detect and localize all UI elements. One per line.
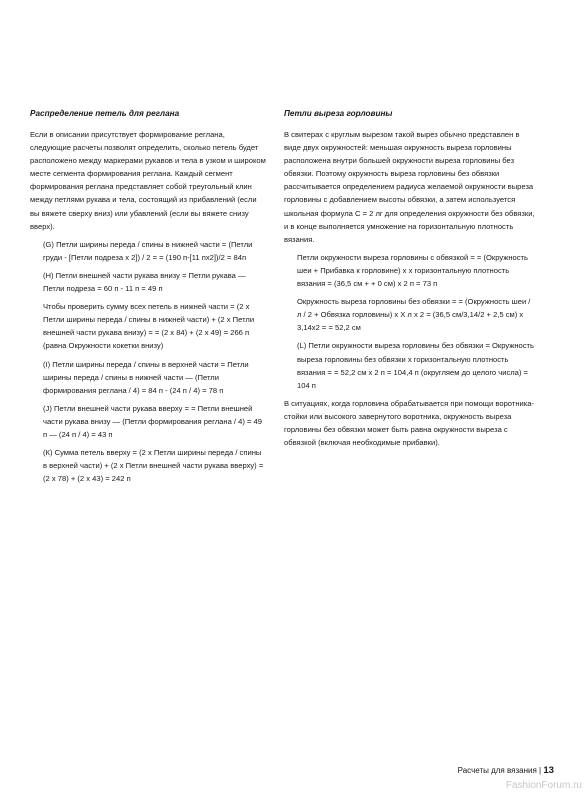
check-sum-paragraph: Чтобы проверить сумму всех петель в нижней части = (2 х Петли ширины переда / спины в нижней части) + (2 х Петли внешней части рукава внизу) = = (2 х 84) + (2 х 49) = 266 п (равна Окружности кокетки внизу) <box>43 302 255 351</box>
site-watermark: FashionForum.ru <box>505 780 582 791</box>
formula-j: (J) Петли внешней части рукава вверху = = Петли внешней части рукава внизу — (Петли формирования реглана / 4) = 49 п — (24 п / 4) = 43 п <box>43 403 262 439</box>
section-heading-raglan: Распределение петель для реглана <box>30 109 180 118</box>
formula-l: (L) Петли окружности выреза горловины без обвязки = Окружность выреза горловины без обвязки х горизонтальную плотность вязания = = 52,2 см х 2 п = 104,4 п (округляем до целого числа) = 104 п <box>297 341 534 390</box>
formula-i: (I) Петли ширины переда / спины в верхней части = Петли ширины переда / спины в нижней части — (Петли формирования реглана / 4) = 84 п - (24 п / 4) = 78 п <box>43 359 249 395</box>
formula-h: (Н) Петли внешней части рукава внизу = Петли рукава — Петли подреза = 60 п - 11 п = 49 п <box>43 270 246 294</box>
raglan-intro-paragraph: Если в описании присутствует формирование реглана, следующие расчеты позволят определить, сколько петель будет расположено между маркерами рукавов и тела в узком и широком месте сегмента формирования реглана. Каждый сегмент формирования реглана представляет собой треугольный клин между петлями рукава и тела, состоящий из прибавлений (если вы вяжете сверху вниз) или убавлений (если вы вяжете снизу вверх). <box>30 130 266 231</box>
right-column <box>284 108 536 454</box>
neckline-with-band-formula: Петли окружности выреза горловины с обвязкой = = (Окружность шеи + Прибавка к горловине) х х горизонтальную плотность вязания = (36,5 см + + 0 см) х 2 п = 73 п <box>297 252 528 289</box>
left-column <box>30 108 266 490</box>
formula-k: (К) Сумма петель вверху = (2 х Петли ширины переда / спины в верхней части) + (2 х Петли внешней части рукава вверху) = (2 х 78) + (2 х 43) = 242 п <box>43 448 264 484</box>
neckline-without-band-formula: Окружность выреза горловины без обвязки = = (Окружность шеи / л / 2 + Обвязка горловины) х Х л х 2 = (36,5 см/3,14/2 + 2,5 см) х 3,14х2 = = 52,2 см <box>297 297 531 333</box>
collar-situations-paragraph: В ситуациях, когда горловина обрабатывается при помощи воротника-стойки или высокого завернутого воротника, окружность выреза горловины без обвязки может быть равна окружности выреза с обвязкой (включая необходимые прибавки). <box>284 398 534 448</box>
page-footer <box>458 765 554 777</box>
section-heading-neckline: Петли выреза горловины <box>284 109 393 118</box>
footer-section-title: Расчеты для вязания | <box>457 766 542 775</box>
neckline-intro-paragraph: В свитерах с круглым вырезом такой вырез обычно представлен в виде двух окружностей: меньшая окружность выреза горловины расположена внутри большей окружности выреза горловины без обвязки. Поэтому окружность выреза горловины без обвязки рассчитывается определением радиуса желаемой окружности выреза горловины с добавлением высоты обвязки, а затем используется школьная формула С = 2 лг для определения окружности без обвязки, и в конце выполняется умножение на горизонтальную плотность вязания. <box>284 130 535 244</box>
formula-g: (G) Петли ширины переда / спины в нижней части = (Петли груди - [Петли подреза х 2]) / 2 = = (190 п-[11 пх2])/2 = 84п <box>43 239 253 262</box>
page-number: 13 <box>543 765 554 776</box>
